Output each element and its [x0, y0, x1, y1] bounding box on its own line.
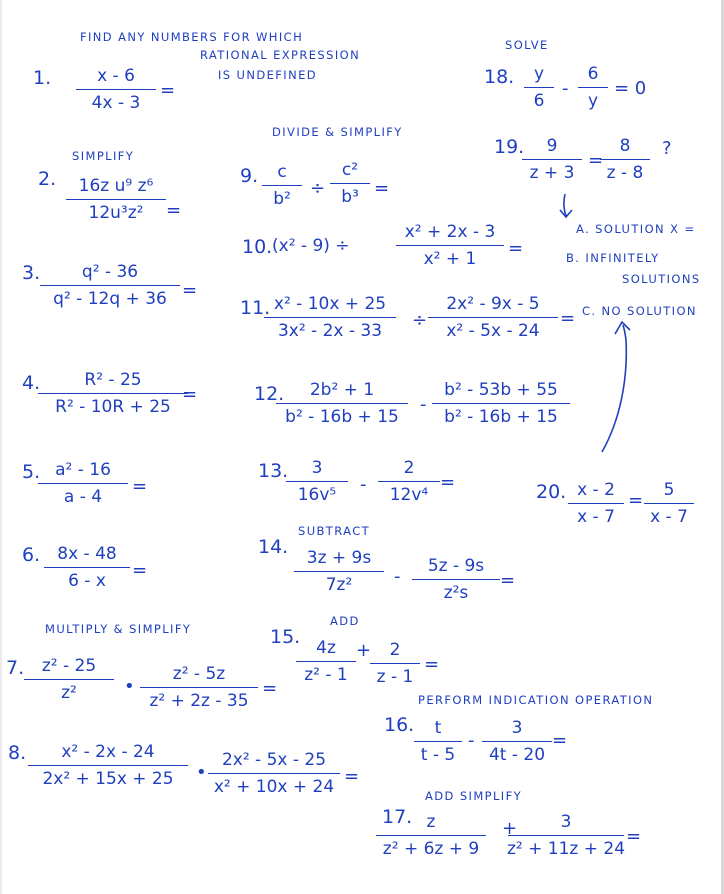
multiply-dot: • [124, 676, 135, 697]
denominator: 6 [533, 91, 545, 111]
equals-sign: = [374, 178, 390, 199]
numerator: y [533, 64, 545, 84]
numerator: x - 6 [97, 66, 135, 86]
numerator: 8 [619, 136, 631, 156]
denominator: z - 8 [606, 163, 644, 183]
problem-number: 19. [494, 136, 525, 158]
numerator: 2 [389, 640, 401, 660]
heading-find-line2: RATIONAL EXPRESSION [200, 48, 361, 62]
heading-find-line1: FIND ANY NUMBERS FOR WHICH [80, 30, 304, 44]
denominator: b³ [341, 187, 359, 207]
problem-number: 12. [254, 383, 285, 405]
numerator: 3 [511, 718, 523, 738]
denominator: z²s [443, 583, 469, 603]
problem-number: 7. [6, 657, 25, 679]
equals-sign: = [182, 280, 198, 301]
numerator: z² - 5z [172, 664, 226, 684]
numerator: z [426, 812, 436, 832]
numerator: 9 [546, 136, 558, 156]
numerator: R² - 25 [84, 370, 142, 390]
numerator: z² - 25 [41, 656, 97, 676]
denominator: z² + 2z - 35 [149, 691, 249, 711]
equals-sign: = [182, 384, 198, 405]
equals-sign: = [262, 678, 278, 699]
plus-sign: + [502, 818, 518, 839]
choice-b-line1: B. INFINITELY [566, 251, 660, 265]
numerator: 3z + 9s [306, 548, 372, 568]
equals-sign: = [588, 150, 604, 171]
denominator: 12v⁴ [389, 485, 429, 505]
heading-solve: SOLVE [505, 38, 549, 52]
denominator: z² - 1 [304, 665, 348, 685]
multiply-dot: • [196, 762, 207, 783]
numerator: 3 [560, 812, 572, 832]
equals-sign: = [440, 472, 456, 493]
numerator: a² - 16 [55, 460, 111, 480]
problem-number: 2. [38, 168, 57, 190]
choice-c: C. NO SOLUTION [582, 304, 697, 318]
numerator: t [434, 718, 442, 738]
problem-number: 6. [22, 544, 41, 566]
denominator: R² - 10R + 25 [55, 397, 171, 417]
numerator: 2 [403, 458, 415, 478]
divide-sign: ÷ [412, 310, 428, 331]
plus-sign: + [356, 640, 372, 661]
denominator: z² [61, 683, 77, 703]
denominator: 12u³z² [88, 203, 144, 223]
denominator: 3x² - 2x - 33 [277, 321, 383, 341]
minus-sign: - [420, 394, 427, 415]
equals-sign: = [132, 560, 148, 581]
equals-sign: = [166, 200, 182, 221]
numerator: 4z [316, 638, 336, 658]
heading-simplify: SIMPLIFY [72, 149, 135, 163]
numerator: c² [341, 160, 359, 180]
equals-sign: = [508, 238, 524, 259]
denominator: z² + 11z + 24 [506, 839, 626, 859]
numerator: c [277, 162, 287, 182]
equals-sign: = [628, 490, 644, 511]
denominator: z + 3 [529, 163, 575, 183]
heading-divide-simplify: DIVIDE & SIMPLIFY [272, 125, 403, 139]
equals-sign: = [560, 308, 576, 329]
numerator: 16z u⁹ z⁶ [78, 176, 154, 196]
heading-add-simplify: ADD SIMPLIFY [425, 789, 523, 803]
equals-sign: = [132, 476, 148, 497]
minus-sign: - [468, 730, 475, 751]
problem-number: 18. [484, 66, 515, 88]
numerator: x² - 2x - 24 [61, 742, 155, 762]
denominator: 4t - 20 [488, 745, 546, 765]
denominator: x² + 10x + 24 [213, 777, 335, 797]
numerator: 2x² - 9x - 5 [446, 294, 540, 314]
problem-number: 9. [240, 165, 259, 187]
denominator: b² [273, 189, 291, 209]
numerator: x - 2 [577, 480, 615, 500]
equals-sign: = [424, 654, 440, 675]
denominator: 4x - 3 [91, 93, 141, 113]
equals-sign: = [626, 826, 642, 847]
equals-sign: = [344, 766, 360, 787]
denominator: 7z² [325, 575, 353, 595]
choice-b-line2: SOLUTIONS [622, 272, 701, 286]
denominator: x - 7 [577, 507, 615, 527]
problem-number: 10. [242, 236, 273, 258]
numerator: b² - 53b + 55 [444, 380, 558, 400]
minus-sign: - [562, 78, 569, 99]
up-arrow-head [615, 322, 630, 334]
problem-number: 5. [22, 461, 41, 483]
down-arrow-shaft [564, 194, 566, 216]
problem-number: 14. [258, 536, 289, 558]
minus-sign: - [360, 474, 367, 495]
numerator: 2x² - 5x - 25 [221, 750, 327, 770]
numerator: q² - 36 [81, 262, 139, 282]
denominator: b² - 16b + 15 [285, 407, 399, 427]
problem-number: 3. [22, 262, 41, 284]
numerator: x² + 2x - 3 [404, 222, 496, 242]
denominator: b² - 16b + 15 [444, 407, 558, 427]
equals-sign: = [500, 570, 516, 591]
denominator: x² + 1 [423, 249, 477, 269]
heading-subtract: SUBTRACT [298, 524, 371, 538]
equals-sign: = [160, 80, 176, 101]
numerator: 8x - 48 [57, 544, 117, 564]
problem-number: 17. [382, 806, 413, 828]
question-mark: ? [662, 138, 672, 159]
denominator: x² - 5x - 24 [446, 321, 540, 341]
problem-number: 8. [8, 742, 27, 764]
problem-number: 20. [536, 481, 567, 503]
heading-perform-operation: PERFORM INDICATION OPERATION [418, 693, 654, 707]
minus-sign: - [394, 566, 401, 587]
numerator: 3 [311, 458, 323, 478]
heading-find-line3: IS UNDEFINED [218, 68, 318, 82]
denominator: 16v⁵ [297, 485, 337, 505]
problem-number: 13. [258, 460, 289, 482]
choice-a: A. SOLUTION X = [576, 222, 696, 236]
numerator: 6 [587, 64, 599, 84]
denominator: 2x² + 15x + 25 [42, 769, 174, 789]
heading-add: ADD [330, 614, 360, 628]
problem-number: 16. [384, 714, 415, 736]
divide-sign: ÷ [310, 178, 326, 199]
problem-number: 4. [22, 372, 41, 394]
denominator: t - 5 [420, 745, 456, 765]
up-arrow-shaft [602, 325, 626, 452]
numerator: x² - 10x + 25 [273, 294, 387, 314]
problem-number: 11. [240, 297, 271, 319]
denominator: y [587, 91, 599, 111]
equals-zero: = 0 [614, 78, 647, 99]
heading-multiply-simplify: MULTIPLY & SIMPLIFY [45, 622, 192, 636]
problem-number: 15. [270, 626, 301, 648]
denominator: x - 7 [650, 507, 688, 527]
denominator: a - 4 [63, 487, 103, 507]
numerator: 2b² + 1 [309, 380, 375, 400]
denominator: z - 1 [376, 667, 414, 687]
problem-number: 1. [33, 67, 52, 89]
numerator: 5z - 9s [427, 556, 485, 576]
denominator: q² - 12q + 36 [53, 289, 167, 309]
numerator: 5 [663, 480, 675, 500]
denominator: 6 - x [68, 571, 106, 591]
equals-sign: = [552, 730, 568, 751]
dividend-expression: (x² - 9) ÷ [272, 236, 350, 256]
denominator: z² + 6z + 9 [382, 839, 480, 859]
